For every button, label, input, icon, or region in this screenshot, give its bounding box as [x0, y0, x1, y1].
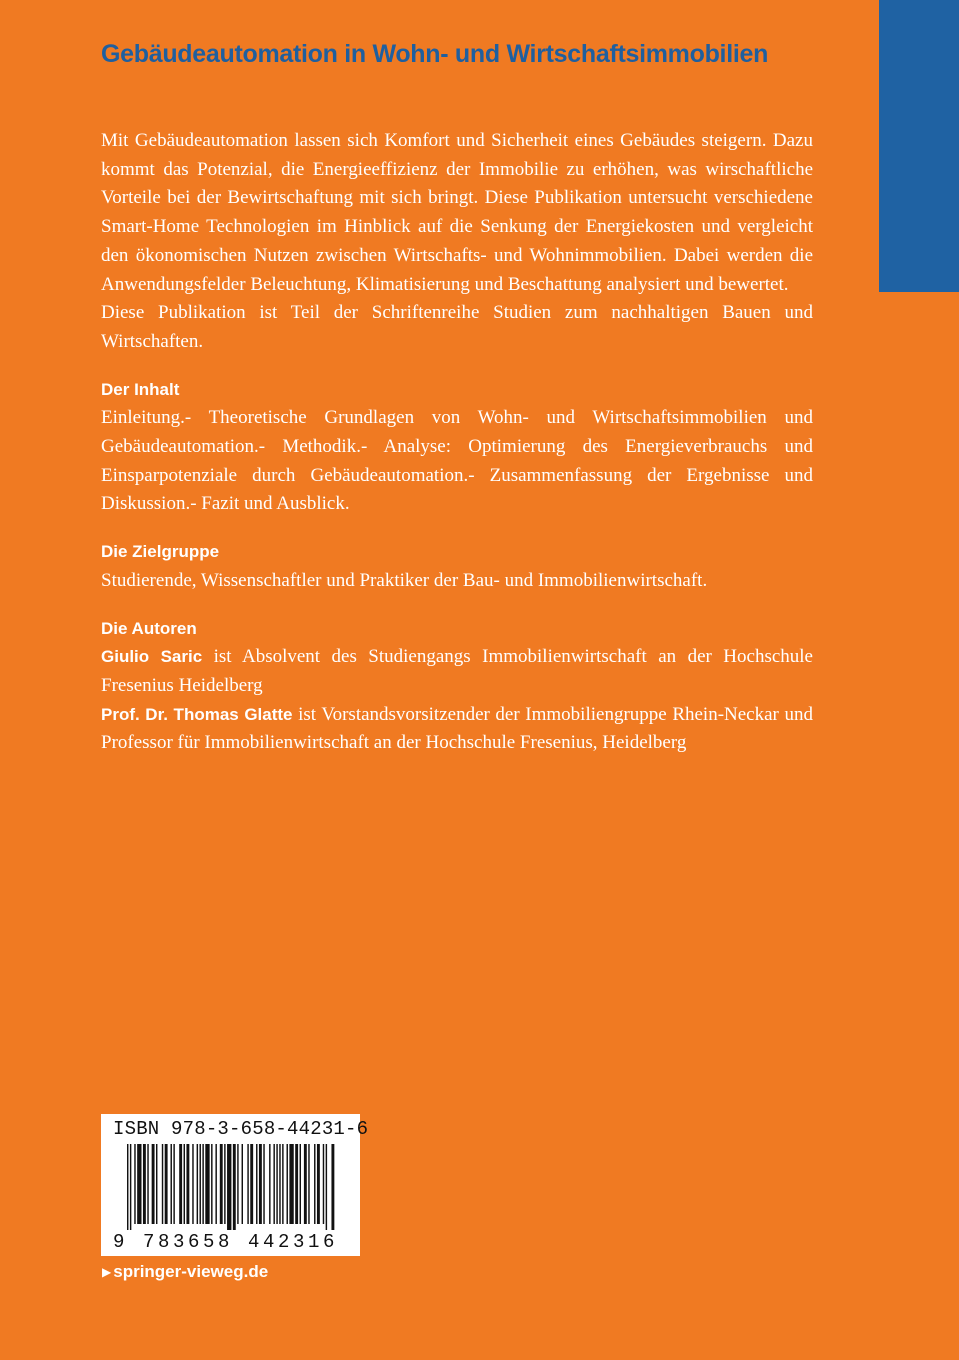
barcode-bar — [300, 1144, 301, 1224]
barcode-bar — [152, 1144, 155, 1224]
zielgruppe-text: Studierende, Wissenschaftler und Praktiker der Bau- und Immobilienwirtschaft. — [101, 569, 708, 591]
barcode-bar — [165, 1144, 168, 1224]
isbn-label: ISBN 978-3-658-44231-6 — [113, 1118, 369, 1140]
barcode-bar — [137, 1144, 141, 1224]
intro-paragraph-2: Diese Publikation ist Teil der Schriftenreihe Studien zum nachhaltigen Bauen und Wirtschaften. — [101, 302, 813, 352]
publisher-link[interactable] — [102, 1262, 268, 1282]
barcode-bar — [186, 1144, 189, 1224]
book-title: Gebäudeautomation in Wohn- und Wirtschaftsimmobilien — [101, 40, 769, 68]
section-autoren — [101, 615, 813, 759]
barcode-bar — [227, 1144, 231, 1230]
barcode-digits: 9 783658 442316 — [113, 1231, 339, 1253]
barcode-bar — [287, 1144, 288, 1224]
barcode-bar — [202, 1144, 203, 1224]
barcode-bar — [224, 1144, 225, 1224]
barcode-bar — [156, 1144, 157, 1224]
author-bio: ist Vorstandsvorsitzender der Immobiliengruppe Rhein-Neckar und Professor für Immobilienwirtschaft an der Hochschule Fresenius, Heidelberg — [101, 703, 813, 754]
barcode-bar — [184, 1144, 185, 1224]
intro-paragraph-1: Mit Gebäudeautomation lassen sich Komfort und Sicherheit eines Gebäudes steigern. Dazu kommt das Potenzial, die Energieeffizienz der Immobilie zu erhöhen, was wirschaftliche Vorteile bei der Bewirtschaftung mit sich bringt. Diese Publikation untersucht verschiedene Smart-Home Technologien im Hinblick auf die Senkung der Energiekosten und vergleicht den ökonomischen Nutzen zwischen Wirtschafts- und Wohnimmobilien. Dabei werden die Anwendungsfelder Beleuchtung, Klimatisierung und Beschattung analysiert und bewertet. — [101, 130, 813, 295]
barcode-bar — [134, 1144, 135, 1224]
blue-accent-tab — [879, 0, 959, 292]
isbn-barcode — [101, 1114, 369, 1256]
barcode-bar — [192, 1144, 193, 1224]
barcode-bar — [200, 1144, 201, 1224]
barcode-bar — [127, 1144, 128, 1230]
barcode-bar — [259, 1144, 262, 1224]
barcode-bar — [215, 1144, 216, 1224]
section-zielgruppe — [101, 538, 813, 595]
barcode-bar — [233, 1144, 236, 1230]
section-inhalt — [101, 376, 813, 520]
back-cover-text — [101, 127, 813, 758]
barcode-bar — [276, 1144, 277, 1224]
barcode-bar — [220, 1144, 223, 1224]
author-entry — [101, 701, 813, 758]
author-name: Prof. Dr. Thomas Glatte — [101, 704, 293, 724]
inhalt-heading: Der Inhalt — [101, 379, 180, 399]
barcode-bar — [179, 1144, 182, 1224]
publisher-url: springer-vieweg.de — [113, 1262, 269, 1281]
autoren-heading: Die Autoren — [101, 618, 197, 638]
barcode-bar — [130, 1144, 131, 1230]
barcode-bar — [323, 1144, 324, 1224]
barcode-bar — [162, 1144, 163, 1224]
barcode-bar — [326, 1144, 327, 1230]
barcode-bar — [247, 1144, 248, 1224]
barcode-bar — [173, 1144, 174, 1224]
author-bio: ist Absolvent des Studiengangs Immobilienwirtschaft an der Hochschule Fresenius Heidelberg — [101, 646, 813, 696]
barcode-bar — [317, 1144, 320, 1224]
barcode-bar — [314, 1144, 315, 1224]
barcode-bar — [308, 1144, 309, 1224]
barcode-bar — [304, 1144, 307, 1224]
barcode-bar — [250, 1144, 253, 1224]
barcode-bar — [269, 1144, 270, 1224]
zielgruppe-heading: Die Zielgruppe — [101, 542, 220, 562]
author-entry — [101, 643, 813, 700]
author-name: Giulio Saric — [101, 647, 203, 667]
triangle-right-icon: ▶ — [102, 1265, 112, 1279]
inhalt-text: Einleitung.- Theoretische Grundlagen von Wohn- und Wirtschaftsimmobilien und Gebäudeautomation.- Methodik.- Analyse: Optimierung des Energieverbrauchs und Einsparpotenziale durch Gebäudeautomation.- Zusammenfassung der Ergebnisse und Diskussion.- Fazit und Ausblick. — [101, 407, 813, 515]
barcode-bar — [171, 1144, 172, 1224]
barcode-bar — [197, 1144, 198, 1224]
barcode-bar — [242, 1144, 243, 1224]
barcode-bar — [295, 1144, 298, 1224]
barcode-bar — [282, 1144, 283, 1224]
barcode-bar — [237, 1144, 238, 1224]
barcode-bar — [256, 1144, 257, 1224]
barcode-bar — [331, 1144, 334, 1230]
barcode-bar — [273, 1144, 274, 1224]
barcode-bars — [127, 1144, 335, 1230]
barcode-bar — [263, 1144, 264, 1224]
barcode-bar — [289, 1144, 293, 1224]
barcode-bar — [279, 1144, 280, 1224]
barcode-bar — [143, 1144, 146, 1224]
barcode-bar — [147, 1144, 148, 1224]
barcode-bar — [205, 1144, 209, 1224]
barcode-bar — [211, 1144, 212, 1224]
